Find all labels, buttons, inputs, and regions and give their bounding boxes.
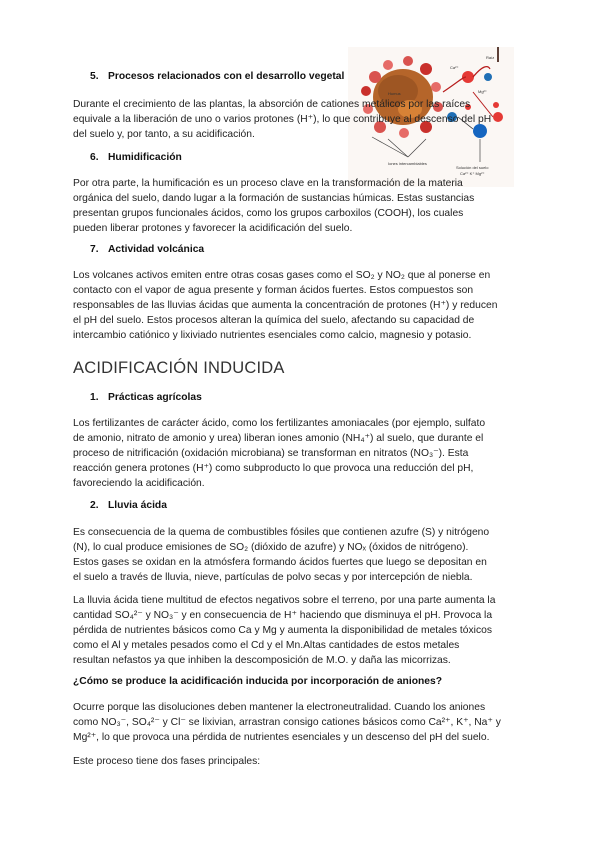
soil-solution-label: Solución del suelo bbox=[456, 165, 489, 170]
paragraph-line: resultan nefastos ya que inhiben la descomposición de M.O. y daña las micorrizas. bbox=[73, 655, 451, 666]
paragraph-line: reacción genera protones (H⁺) como subproducto lo que provoca una reducción del pH, bbox=[73, 463, 474, 474]
heading-number: 6. bbox=[90, 152, 99, 163]
paragraph-line: Durante el crecimiento de las plantas, la absorción de cationes metálicos por las raíces bbox=[73, 99, 471, 110]
heading-agricultural-practices bbox=[90, 392, 202, 403]
paragraph-line: Por otra parte, la humificación es un proceso clave en la transformación de la materia bbox=[73, 178, 463, 189]
paragraph-volcanic-activity bbox=[73, 268, 528, 343]
heading-number: 7. bbox=[90, 244, 99, 255]
paragraph-humification bbox=[73, 176, 528, 236]
question-heading: ¿Cómo se produce la acidificación inducida por incorporación de aniones? bbox=[73, 676, 443, 687]
soil-solution-ions: Ca²⁺ K⁺ Mg²⁺ bbox=[460, 171, 485, 176]
root-label: Raíz bbox=[486, 55, 495, 60]
exchange-label: Iones intercambiables bbox=[388, 161, 427, 166]
top-ion-label-1: Ca²⁺ bbox=[450, 65, 459, 70]
paragraph-line: de amonio, nitrato de amonio y urea) liberan iones amonio (NH₄⁺) al suelo, que durante el bbox=[73, 433, 484, 444]
paragraph-line: intercambio catiónico y lixiviado nutrientes esenciales como calcio, magnesio y potasio. bbox=[73, 330, 472, 341]
paragraph-line: Estos gases se oxidan en la atmósfera formando ácidos fuertes que luego se depositan en bbox=[73, 557, 487, 568]
heading-processes-plant-growth bbox=[90, 71, 344, 82]
paragraph-line: proceso de nitrificación (oxidación microbiana) se transforman en nitratos (NO₃⁻). Esta bbox=[73, 448, 469, 459]
paragraph-line: pueden liberar protones y favorecer la acidificación del suelo. bbox=[73, 223, 353, 234]
top-ion-label-2: Mg²⁺ bbox=[478, 89, 487, 94]
paragraph-anion-explanation bbox=[73, 700, 528, 745]
paragraph-acid-rain-cause bbox=[73, 525, 528, 585]
paragraph-line: responsables de las lluvias ácidas que aumenta la concentración de protones (H⁺) y reducen bbox=[73, 300, 498, 311]
paragraph-line: favoreciendo la acidificación. bbox=[73, 478, 205, 489]
section-title-induced-acidification: ACIDIFICACIÓN INDUCIDA bbox=[73, 359, 285, 377]
paragraph-line: del suelo y, por tanto, a su acidificación. bbox=[73, 129, 255, 140]
heading-humification bbox=[90, 152, 182, 163]
heading-acid-rain bbox=[90, 500, 167, 511]
heading-volcanic-activity bbox=[90, 244, 204, 255]
paragraph-line: orgánica del suelo, dando lugar a la formación de sustancias húmicas. Estas sustancias bbox=[73, 193, 475, 204]
paragraph-plant-growth bbox=[73, 97, 528, 142]
paragraph-line: contacto con el vapor de agua presente y forman ácidos fuertes. Estos compuestos son bbox=[73, 285, 474, 296]
paragraph-line: Es consecuencia de la quema de combustibles fósiles que contienen azufre (S) y nitrógeno bbox=[73, 527, 490, 538]
paragraph-line: Los fertilizantes de carácter ácido, como los fertilizantes amoniacales (por ejemplo, sulfato bbox=[73, 418, 486, 429]
paragraph-line: Los volcanes activos emiten entre otras cosas gases como el SO₂ y NO₂ que al ponerse en bbox=[73, 270, 491, 281]
paragraph-line: Ocurre porque las disoluciones deben mantener la electroneutralidad. Cuando los aniones bbox=[73, 702, 486, 713]
heading-text: Actividad volcánica bbox=[108, 244, 205, 255]
paragraph-line: equivale a la liberación de uno o varios protones (H⁺), lo que contribuye al descenso del pH bbox=[73, 114, 492, 125]
paragraph-line: cantidad SO₄²⁻ y NO₃⁻ y en consecuencia de H⁺ haciendo que disminuya el pH. Provoca la bbox=[73, 610, 493, 621]
heading-text: Lluvia ácida bbox=[108, 500, 167, 511]
humus-label: Humus bbox=[388, 91, 401, 96]
heading-text: Prácticas agrícolas bbox=[108, 392, 202, 403]
paragraph-line: como el Al y metales pesados como el Cd y el Mn.Altas cantidades de estos metales bbox=[73, 640, 460, 651]
paragraph-acid-rain-effects bbox=[73, 593, 528, 668]
paragraph-line: La lluvia ácida tiene multitud de efectos negativos sobre el terreno, por una parte aumenta la bbox=[73, 595, 496, 606]
heading-number: 1. bbox=[90, 392, 99, 403]
paragraph-two-phases bbox=[73, 754, 528, 769]
paragraph-line: el suelo a través de lluvia, nieve, partículas de polvo secas y por intercepción de niebla. bbox=[73, 572, 473, 583]
paragraph-line: el pH del suelo. Estos procesos alteran la química del suelo, afectando su capacidad de bbox=[73, 315, 475, 326]
paragraph-line: como NO₃⁻, SO₄²⁻ y Cl⁻ se lixivian, arrastran consigo cationes básicos como Ca²⁺, K⁺, Na⁺ y bbox=[73, 717, 501, 728]
paragraph-line: Mg²⁺, lo que provoca una pérdida de nutrientes esenciales y un descenso del pH del suelo. bbox=[73, 732, 490, 743]
paragraph-line: presentan grupos funcionales ácidos, como los grupos carboxilos (COOH), los cuales bbox=[73, 208, 464, 219]
heading-number: 5. bbox=[90, 71, 99, 82]
paragraph-line: (N), lo cual produce emisiones de SO₂ (dióxido de azufre) y NOₓ (óxidos de nitrógeno). bbox=[73, 542, 469, 553]
paragraph-line: Este proceso tiene dos fases principales: bbox=[73, 756, 261, 767]
heading-text: Procesos relacionados con el desarrollo vegetal bbox=[108, 71, 345, 82]
heading-number: 2. bbox=[90, 500, 99, 511]
paragraph-agricultural-practices bbox=[73, 416, 528, 491]
paragraph-line: pérdida de nutrientes básicos como Ca y Mg y aumenta la disponibilidad de metales tóxicos bbox=[73, 625, 492, 636]
heading-text: Humidificación bbox=[108, 152, 182, 163]
